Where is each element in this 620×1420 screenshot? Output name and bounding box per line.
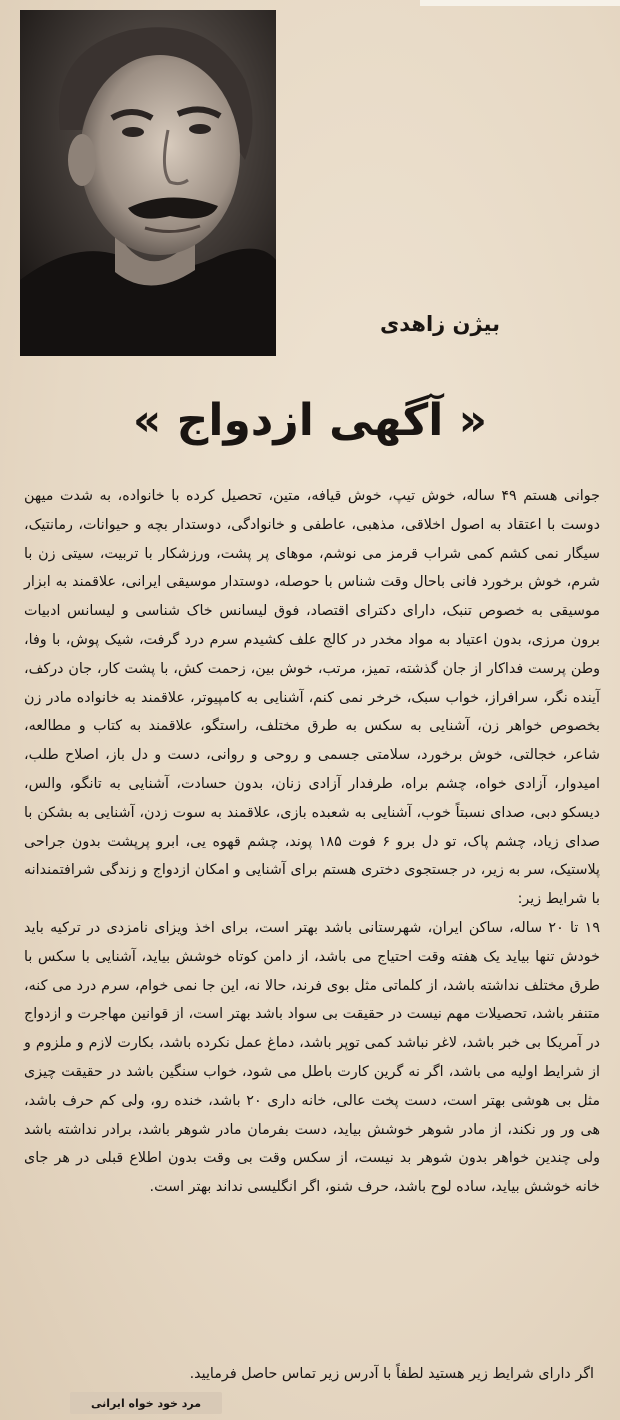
- paper-edge: [420, 0, 620, 6]
- portrait-image: [20, 10, 276, 356]
- signature-label: مرد خود خواه ایرانی: [70, 1392, 222, 1414]
- article-body: [24, 482, 600, 1202]
- author-photo: [20, 10, 276, 356]
- closing-line: اگر دارای شرایط زیر هستید لطفاً با آدرس زیر تماس حاصل فرمایید.: [189, 1366, 594, 1382]
- article-title: « آگهی ازدواج »: [132, 395, 488, 446]
- body-paragraph-1: جوانی هستم ۴۹ ساله، خوش تیپ، خوش قیافه، متین، تحصیل کرده با خانواده، به شدت میهن دوست با اعتقاد به اصول اخلاقی، مذهبی، عاطفی و خانوادگی، دوستدار بچه و حیوانات، رمانتیک، سیگار نمی کشم کمی شراب قرمز می نوشم، موهای پر پشت، ورزشکار با تربیت، سیتی زن با شرم، خوش برخورد فانی باحال وقت شناس با حوصله، دوستدار موسیقی ایرانی، علاقمند به ابزار موسیقی به خصوص تنبک، دارای دکترای اقتصاد، فوق لیسانس خاک شناسی و لیسانس ادبیات برون مرزی، بدون اعتیاد به مواد مخدر در کالج علف کشیدم سرم درد گرفت، شیک پوش، با وفا، وطن پرست فداکار از جان گذشته، تمیز، مرتب، خوش بین، زحمت کش، با پشت کار، جان درکف، آینده نگر، سرافراز، خواب سبک، خرخر نمی کنم، آشنایی به کامپیوتر، علاقمند به خانواده مادر زن بخصوص خواهر زن، آشنایی به سکس به طرق مختلف، راستگو، علاقمند به کتاب و مطالعه، شاعر، خجالتی، خوش برخورد، سلامتی جسمی و روحی و روانی، دست و دل باز، اصلاح طلب، امیدوار، آزادی خواه، چشم براه، طرفدار آزادی زنان، بدون حسادت، آشنایی به تانگو، والس، دیسکو دبی، صدای نسبتاً خوب، آشنایی به شعبده بازی، علاقمند به سوت زدن، آشنایی به بشکن با صدای زیاد، چشم پاک، تو دل برو ۶ فوت ۱۸۵ پوند، چشم قهوه یی، ابرو پرپشت بدون جراحی پلاستیک، سر به زیر، در جستجوی دختری هستم برای آشنایی و امکان ازدواج و زندگی شرافتمندانه با شرایط زیر:: [24, 488, 600, 908]
- body-paragraph-2: ۱۹ تا ۲۰ ساله، ساکن ایران، شهرستانی باشد بهتر است، برای اخذ ویزای نامزدی در ترکیه باید خودش تنها بیاید یک هفته وقت احتیاج می باشد، از دامن کوتاه خوشش بیاید، آشنایی با سکس با طرق مختلف نداشته باشد، از کلماتی مثل بوی فرند، حالا نه، این جا نمی خوام، سرم درد می کنه، متنفر باشد، تحصیلات مهم نیست در حقیقت بی سواد باشد بهتر است، از قوانین مهاجرت و ازدواج در آمریکا بی خبر باشد، لاغر نباشد کمی توپر باشد، دماغ عمل نکرده باشد، بکارت لازم و ملزوم و از شرایط اولیه می باشد، اگر نه گرین کارت باطل می شود، خواب سنگین باشد در حقیقت چیزی مثل بی هوشی بهتر است، دست پخت عالی، خانه داری ۲۰ باشد، خنده رو، ولی کم حرف باشد، هی ور ور نکند، از مادر شوهر خوشش بیاید، دست بفرمان مادر شوهر باشد، برادر نداشته باشد ولی چندین خواهر بدون شوهر بد نیست، از سکس وقت بی وقت بدون اطلاع قبلی در هر جای خانه خوشش بیاید، ساده لوح باشد، حرف شنو، اگر انگلیسی نداند بهتر است.: [24, 919, 601, 1196]
- author-name: بیژن زاهدی: [380, 312, 500, 336]
